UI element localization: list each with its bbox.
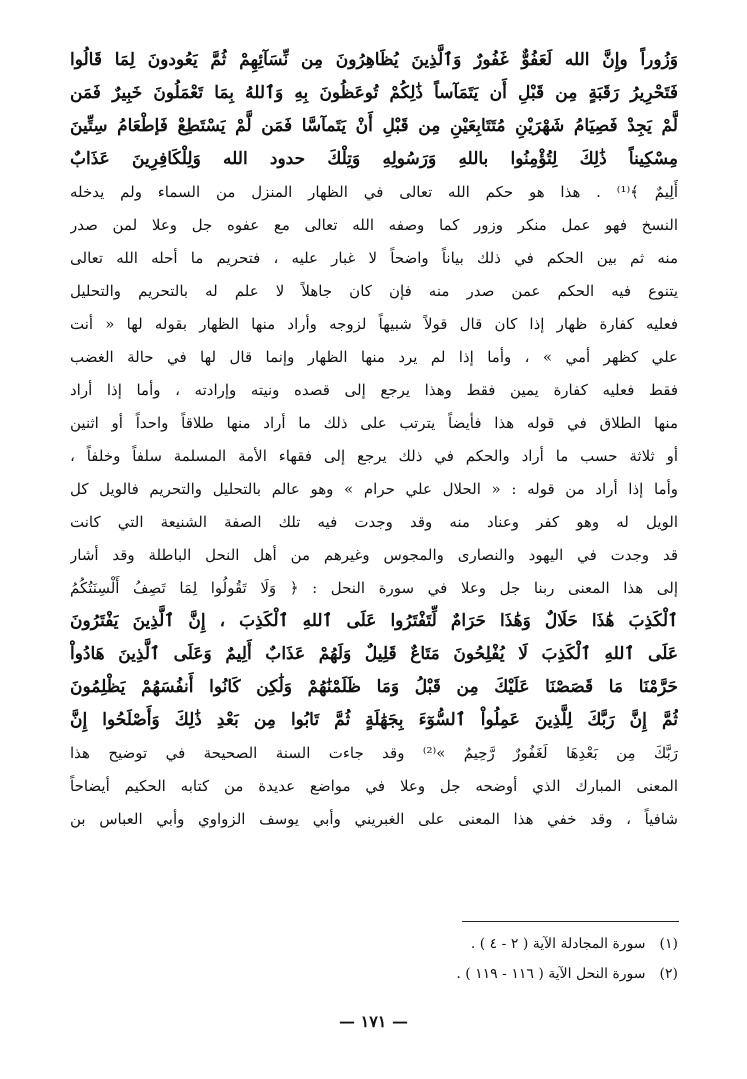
- footnote-divider: [462, 921, 679, 922]
- text-line: شافياً ، وقد خفي هذا المعنى على الغبريني وأبي يوسف الزواوي وأبي العباس بن: [70, 810, 678, 828]
- text-line: الويل له وهو كفر وعناد منه وقد وجدت فيه تلك الصفة الشنيعة التي كانت: [70, 513, 678, 531]
- text-line: ٱلْكَذِبَ هَٰذَا حَلَالٌ وَهَٰذَا حَرَامٌ لِّتَفْتَرُوا عَلَى ٱللهِ ٱلْكَذِبَ ، إِنَّ ٱلَّذِينَ يَفْتَرُونَ: [70, 611, 678, 631]
- text-line: علي كظهر أمي » ، وأما إذا لم يرد منها الظهار وإنما قال لها في حالة الغضب: [70, 348, 678, 366]
- text-line: رَبَّكَ مِن بَعْدِهَا لَغَفُورٌ رَّحِيمٌ »⁽²⁾ وقد جاءت السنة الصحيحة في توضيح هذا: [70, 744, 678, 762]
- text-line: أَلِيمٌ ﴾⁽¹⁾ . هذا هو حكم الله تعالى في الظهار المنزل من السماء ولم يدخله: [70, 183, 678, 201]
- footnote-text: سورة النحل الآية ( ١١٦ - ١١٩ ) .: [456, 966, 646, 982]
- text-line: منه ثم بين الحكم في ذلك بياناً واضحاً لا غبار عليه ، فتحريم ما أحله الله تعالى: [70, 249, 678, 267]
- text-line: أو ثلاثة حسب ما أراد والحكم في ذلك يرجع إلى فقهاء الأمة المسلمة سلفاً وخلفاً ،: [70, 447, 678, 465]
- text-line: فقط فعليه كفارة يمين فقط وهذا يرجع إلى قصده ونيته وإرادته ، وأما إذا أراد: [70, 381, 678, 399]
- text-line: مِسْكِيناً ذَٰلِكَ لِتُؤْمِنُوا باللهِ وَرَسُولِهِ وَتِلْكَ حدود الله وَلِلْكَافِرِينَ عَذَابٌ: [70, 149, 678, 169]
- main-text: [70, 44, 678, 836]
- text-line: وأما إذا أراد من قوله : « الحلال علي حرام » وهو عالم بالتحليل والتحريم فالويل كل: [70, 480, 678, 498]
- text-line: فعليه كفارة ظهار إذا كان قال قولاً شبيهاً لزوجه وأراد منها الظهار بقوله لها « أنت: [70, 315, 678, 333]
- page-number: — ١٧١ —: [339, 1012, 408, 1031]
- text-line: وَزُوراً وإِنَّ الله لَعَفُوٌّ غَفُورٌ وَٱلَّذِينَ يُظَاهِرُونَ مِن نِّسَآئِهِمْ ثُمَّ يَعُودونَ لِمَا قَالُوا: [70, 50, 678, 70]
- footnote-item: [300, 929, 678, 959]
- footnote-number: (١): [659, 936, 678, 952]
- text-line: فَتَحْرِيرُ رَقَبَةٍ مِن قَبْلِ أَن يَتَمَآساً ذَٰلِكُمْ تُوعَظُونَ بِهِ وَٱللهُ بِمَا تَعْمَلُونَ خَبِيرٌ فَمَن: [70, 83, 678, 103]
- footnotes: [300, 929, 678, 989]
- footnote-item: [300, 959, 678, 989]
- text-line: يتنوع فيه الحكم عمن صدر منه فإن كان جاهلاً لا علم له بالتحريم والتحليل: [70, 282, 678, 300]
- text-line: عَلَى ٱللهِ ٱلْكَذِبَ لَا يُفْلِحُونَ مَتَاعٌ قَلِيلٌ وَلَهُمْ عَذَابٌ أَلِيمٌ وَعَلَى ٱلَّذِينَ هَادُواْ: [70, 644, 678, 664]
- text-line: النسخ فهو عمل منكر وزور كما وصفه الله تعالى مع عفوه جل وعلا لمن صدر: [70, 216, 678, 234]
- text-line: إلى هذا المعنى ربنا جل وعلا في سورة النحل : ﴿ وَلَا تَقُولُوا لِمَا تَصِفُ أَلْسِنَتُكُمُ: [70, 579, 678, 597]
- text-line: منها الطلاق في قوله هذا فأيضاً يترتب على ذلك ما أراد منها طلاقاً واحداً أو اثنين: [70, 414, 678, 432]
- footnote-number: (٢): [659, 966, 678, 982]
- text-line: حَرَّمْنَا مَا قَصَصْنَا عَلَيْكَ مِن قَبْلُ وَمَا ظَلَمْنَٰهُمْ وَلَٰكِن كَانُوا أَنفُسَهُمْ يَظْلِمُونَ: [70, 677, 678, 697]
- footnote-text: سورة المجادلة الآية ( ٢ - ٤ ) .: [470, 936, 646, 952]
- text-line: لَّمْ يَجِدْ فَصِيَامُ شَهْرَيْنِ مُتَتَابِعَيْنِ مِن قَبْلِ أَنْ يَتَمآسَّا فَمَن لَّمْ يَسْتَطِعْ فَإطْعَامُ سِتِّينَ: [70, 116, 678, 136]
- text-line: المعنى المبارك الذي أوضحه جل وعلا في مواضع عديدة من كتابه الحكيم أيضاحاً: [70, 777, 678, 795]
- text-line: ثُمَّ إِنَّ رَبَّكَ لِلَّذِينَ عَمِلُواْ ٱلسُّوٓءَ بِجَهَٰلَةٍ ثُمَّ تَابُوا مِن بَعْدِ ذَٰلِكَ وَأَصْلَحُوا إِنَّ: [70, 710, 678, 730]
- text-line: قد وجدت في اليهود والنصارى والمجوس وغيرهم من أهل النحل الباطلة وقد أشار: [70, 546, 678, 564]
